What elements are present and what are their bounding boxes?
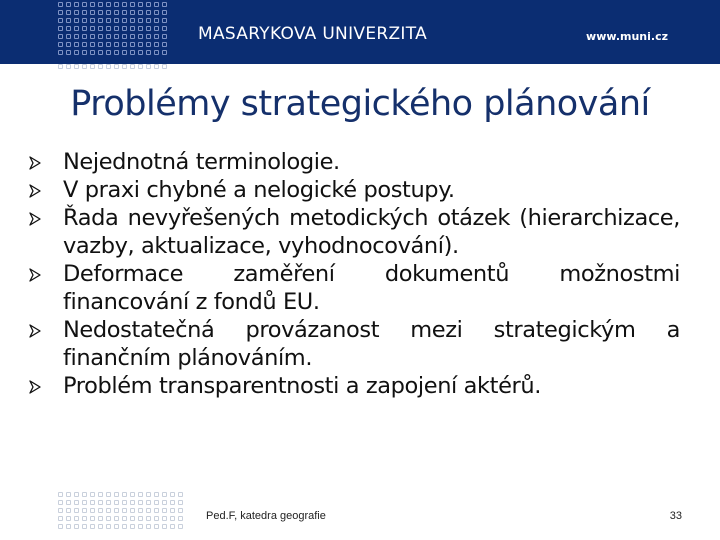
arrow-right-icon <box>28 380 42 394</box>
arrow-right-icon <box>28 156 42 170</box>
footer-department: Ped.F, katedra geografie <box>206 510 326 522</box>
dot-pattern-footer <box>58 492 183 529</box>
bullet-item <box>28 260 680 316</box>
dot-pattern-fade <box>58 64 178 80</box>
bullet-item <box>28 316 680 372</box>
bullet-text: Řada nevyřešených metodických otázek (hierarchizace, vazby, aktualizace, vyhodnocování). <box>63 205 680 259</box>
bullet-item <box>28 372 680 400</box>
website-url: www.muni.cz <box>586 30 668 43</box>
bullet-item <box>28 148 680 176</box>
arrow-right-icon <box>28 268 42 282</box>
slide-title: Problémy strategického plánování <box>70 84 650 124</box>
arrow-right-icon <box>28 212 42 226</box>
bullet-text: Nedostatečná provázanost mezi strategickým a finančním plánováním. <box>63 317 680 371</box>
dot-pattern <box>58 2 167 55</box>
bullet-item <box>28 204 680 260</box>
bullet-item <box>28 176 680 204</box>
bullet-list <box>28 148 680 400</box>
bullet-text: Deformace zaměření dokumentů možnostmi financování z fondů EU. <box>63 261 680 315</box>
bullet-text: Nejednotná terminologie. <box>63 149 340 175</box>
page-number: 33 <box>669 510 682 522</box>
bullet-text: V praxi chybné a nelogické postupy. <box>63 177 455 203</box>
bullet-text: Problém transparentnosti a zapojení aktérů. <box>63 373 541 399</box>
university-name: MASARYKOVA UNIVERZITA <box>198 24 428 44</box>
arrow-right-icon <box>28 324 42 338</box>
arrow-right-icon <box>28 184 42 198</box>
header-banner <box>0 0 720 64</box>
